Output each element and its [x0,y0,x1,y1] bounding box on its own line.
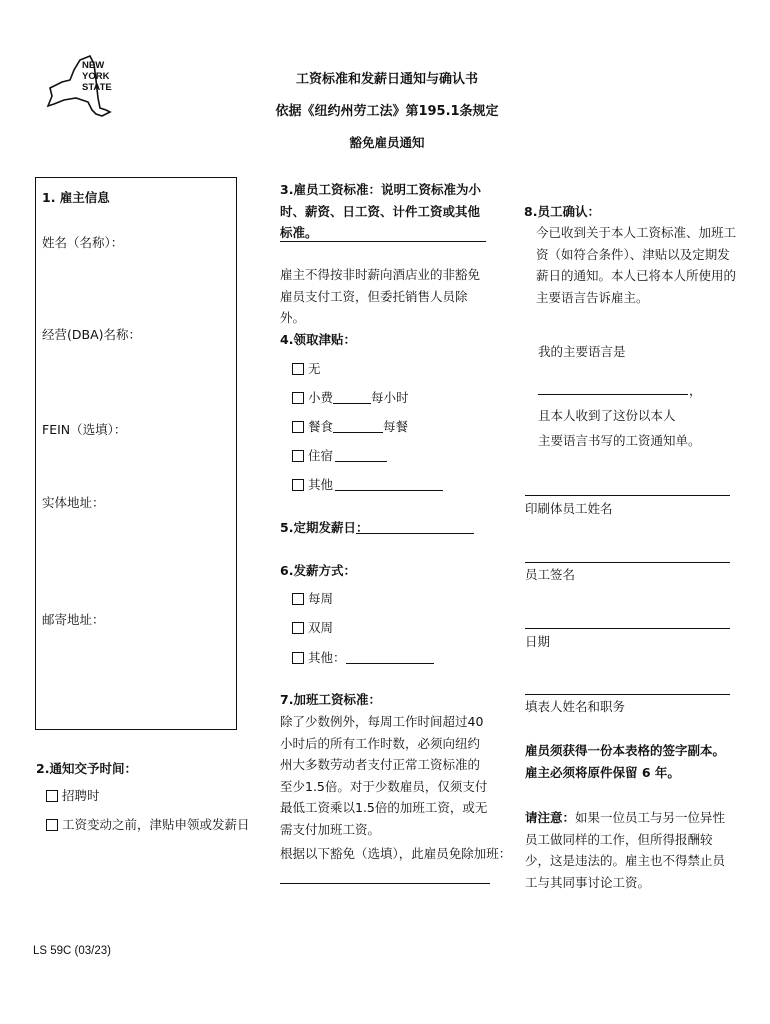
date-field[interactable] [525,628,730,629]
form-code: LS 59C (03/23) [33,945,111,957]
doc-subtitle: 依据《纽约州劳工法》第195.1条规定 [275,104,499,119]
allowance-meals-option[interactable]: 餐食 每餐 [292,417,408,435]
notice-body: 如果一位员工与另一位异性员工做同样的工作，但所得报酬较少，这是违法的。雇主也不得禁止员工与其同事讨论工资。 [525,810,726,890]
doc-notice-type: 豁免雇员通知 [349,135,425,150]
pay-rate-heading: 3.雇员工资标准：说明工资标准为小时、薪资、日工资、计件工资或其他标准。 [280,182,481,240]
date-label: 日期 [525,634,551,649]
pay-weekly-option[interactable]: 每周 [292,589,333,607]
signature-label: 员工签名 [525,567,576,582]
allowances-heading: 4.领取津贴： [280,332,356,347]
primary-language-label: 我的主要语言是 [538,344,626,359]
regular-payday-field[interactable] [356,533,474,534]
logo-line-york: YORK [82,71,110,82]
checkbox[interactable] [292,421,304,433]
regular-payday-heading: 5.定期发薪日： [280,520,369,535]
employer-physical-address-label: 实体地址： [42,495,105,510]
employer-info-heading: 1. 雇主信息 [42,190,110,205]
primary-language-field[interactable] [538,394,688,395]
checkbox[interactable] [292,363,304,375]
preparer-label: 填表人姓名和职务 [525,699,626,714]
overtime-exemption-field[interactable] [280,883,490,884]
pay-rate-note: 雇主不得按非时薪向酒店业的非豁免雇员支付工资，但委托销售人员除外。 [280,267,481,325]
employee-ack-body: 今已收到关于本人工资标准、加班工资（如符合条件）、津贴以及定期发薪日的通知。本人已将本人所使用的主要语言告诉雇主。 [536,225,737,305]
pay-frequency-heading: 6.发薪方式： [280,563,356,578]
lodging-amount-field[interactable] [335,448,387,462]
checkbox[interactable] [292,479,304,491]
doc-title: 工资标准和发薪日通知与确认书 [295,72,478,87]
notice-label: 请注意： [525,810,576,825]
employer-dba-label: 经营(DBA)名称： [42,327,142,342]
notice-given-heading: 2.通知交予时间： [36,761,137,776]
printed-name-field[interactable] [525,495,730,496]
employer-fein-label: FEIN（选填）： [42,422,127,437]
signature-field[interactable] [525,562,730,563]
tips-amount-field[interactable] [333,390,371,404]
checkbox[interactable] [292,450,304,462]
employer-mailing-address-label: 邮寄地址： [42,612,105,627]
received-text-2: 主要语言书写的工资通知单。 [538,433,701,448]
equal-pay-notice [525,807,737,893]
copy-retention-note: 雇员须获得一份本表格的签字副本。雇主必须将原件保留 6 年。 [525,743,726,780]
received-text-1: 且本人收到了这份以本人 [538,408,676,423]
employee-ack-heading: 8.员工确认： [524,204,600,219]
logo-line-state: STATE [82,82,112,93]
allowance-none-option[interactable]: 无 [292,359,321,377]
pay-other-field[interactable] [346,650,434,664]
checkbox[interactable] [292,593,304,605]
preparer-field[interactable] [525,694,730,695]
employer-name-label: 姓名（名称）： [42,235,124,250]
meals-amount-field[interactable] [333,419,383,433]
notice-at-hiring-option[interactable]: 招聘时 [46,786,100,804]
other-allowance-field[interactable] [335,477,443,491]
checkbox[interactable] [46,819,58,831]
primary-language-comma: ， [689,383,702,398]
allowance-tips-option[interactable]: 小费 每小时 [292,388,409,406]
allowance-other-option[interactable]: 其他 [292,475,443,493]
nys-logo [40,50,120,122]
overtime-heading: 7.加班工资标准： [280,692,381,707]
employer-info-box [35,177,237,730]
logo-line-new: NEW [82,60,105,71]
overtime-exemption-label: 根据以下豁免（选填），此雇员免除加班： [280,846,512,861]
checkbox[interactable] [292,652,304,664]
checkbox[interactable] [292,622,304,634]
overtime-body: 除了少数例外，每周工作时间超过40小时后的所有工作时数，必须向纽约州大多数劳动者支付正常工资标准的至少1.5倍。对于少数雇员，仅须支付最低工资乘以1.5倍的加班工资，或无需支付加班工资。 [280,714,488,837]
pay-other-option[interactable]: 其他： [292,648,434,666]
pay-rate-field[interactable] [280,241,486,242]
notice-before-change-option[interactable]: 工资变动之前，津贴申领或发薪日 [46,815,250,833]
checkbox[interactable] [292,392,304,404]
pay-biweekly-option[interactable]: 双周 [292,618,333,636]
checkbox[interactable] [46,790,58,802]
allowance-lodging-option[interactable]: 住宿 [292,446,387,464]
printed-name-label: 印刷体员工姓名 [525,501,613,516]
